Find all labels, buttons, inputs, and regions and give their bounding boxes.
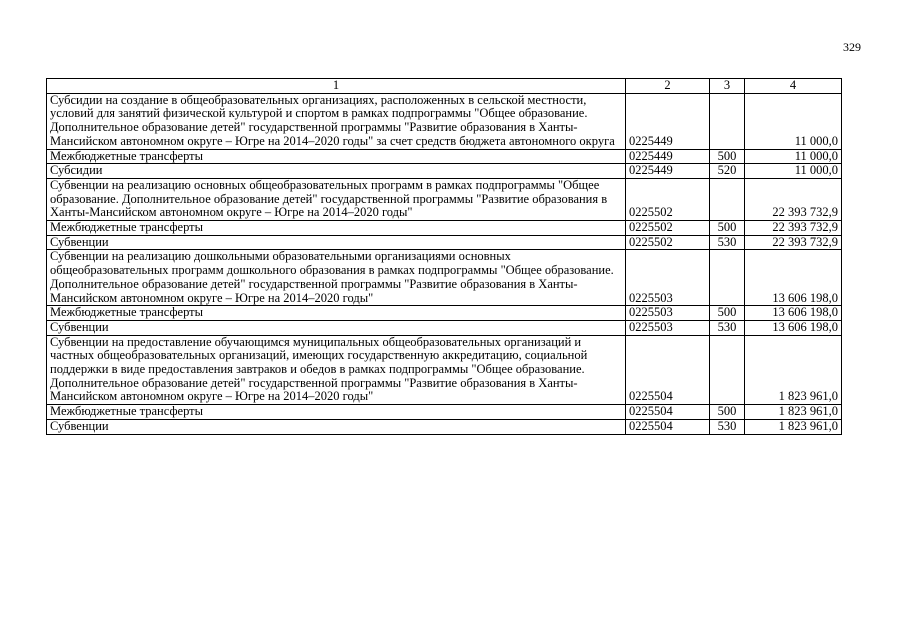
row-code-cell: 0225504 bbox=[626, 335, 710, 405]
row-name-cell: Субвенции на реализацию основных общеобразовательных программ в рамках подпрограммы "Общее образование. Дополнительное образование детей" государственной программы "Развитие образования в Ханты-Мансийском автономном округе – Югре на 2014–2020 годы" bbox=[47, 178, 626, 220]
row-code-cell: 0225503 bbox=[626, 320, 710, 335]
column-header-1: 1 bbox=[47, 79, 626, 94]
table-row bbox=[47, 419, 842, 434]
row-sum-cell: 1 823 961,0 bbox=[745, 335, 842, 405]
row-sum-cell: 13 606 198,0 bbox=[745, 320, 842, 335]
table-row bbox=[47, 149, 842, 164]
row-sum-cell: 22 393 732,9 bbox=[745, 235, 842, 250]
row-type-cell: 530 bbox=[710, 419, 745, 434]
table-header-row bbox=[47, 79, 842, 94]
table-row bbox=[47, 235, 842, 250]
row-type-cell: 500 bbox=[710, 221, 745, 236]
row-code-cell: 0225502 bbox=[626, 178, 710, 220]
row-type-cell bbox=[710, 335, 745, 405]
row-name-cell: Межбюджетные трансферты bbox=[47, 306, 626, 321]
column-header-2: 2 bbox=[626, 79, 710, 94]
row-type-cell bbox=[710, 93, 745, 149]
row-type-cell bbox=[710, 178, 745, 220]
row-sum-cell: 13 606 198,0 bbox=[745, 250, 842, 306]
row-sum-cell: 11 000,0 bbox=[745, 93, 842, 149]
row-name-cell: Межбюджетные трансферты bbox=[47, 221, 626, 236]
table-row bbox=[47, 320, 842, 335]
table-row bbox=[47, 405, 842, 420]
row-sum-cell: 22 393 732,9 bbox=[745, 221, 842, 236]
row-code-cell: 0225504 bbox=[626, 419, 710, 434]
row-code-cell: 0225502 bbox=[626, 221, 710, 236]
table-body bbox=[47, 93, 842, 434]
row-name-cell: Субвенции на предоставление обучающимся муниципальных общеобразовательных организаций и частных общеобразовательных организаций, имеющих государственную аккредитацию, социальной поддержки в виде предоставления завтраков и обедов в рамках подпрограммы "Общее образование. Дополнительное образование детей" государственной программы "Развитие образования в Ханты-Мансийском автономном округе – Югре на 2014–2020 годы" bbox=[47, 335, 626, 405]
budget-table bbox=[46, 78, 842, 435]
row-name-cell: Межбюджетные трансферты bbox=[47, 405, 626, 420]
row-sum-cell: 1 823 961,0 bbox=[745, 405, 842, 420]
row-code-cell: 0225503 bbox=[626, 306, 710, 321]
row-code-cell: 0225449 bbox=[626, 164, 710, 179]
row-sum-cell: 22 393 732,9 bbox=[745, 178, 842, 220]
row-code-cell: 0225504 bbox=[626, 405, 710, 420]
row-type-cell bbox=[710, 250, 745, 306]
table-row bbox=[47, 335, 842, 405]
column-header-4: 4 bbox=[745, 79, 842, 94]
row-name-cell: Субвенции bbox=[47, 419, 626, 434]
row-name-cell: Субсидии на создание в общеобразовательных организациях, расположенных в сельской местности, условий для занятий физической культурой и спортом в рамках подпрограммы "Общее образование. Дополнительное образование детей" государственной программы "Развитие образования в Ханты-Мансийском автономном округе – Югре на 2014–2020 годы" за счет средств бюджета автономного округа bbox=[47, 93, 626, 149]
table-row bbox=[47, 250, 842, 306]
row-code-cell: 0225449 bbox=[626, 149, 710, 164]
column-header-3: 3 bbox=[710, 79, 745, 94]
row-type-cell: 500 bbox=[710, 149, 745, 164]
row-sum-cell: 11 000,0 bbox=[745, 164, 842, 179]
row-name-cell: Субвенции bbox=[47, 235, 626, 250]
page-number: 329 bbox=[843, 40, 861, 54]
row-type-cell: 520 bbox=[710, 164, 745, 179]
row-type-cell: 500 bbox=[710, 405, 745, 420]
table-row bbox=[47, 306, 842, 321]
row-code-cell: 0225449 bbox=[626, 93, 710, 149]
row-name-cell: Субсидии bbox=[47, 164, 626, 179]
row-type-cell: 530 bbox=[710, 235, 745, 250]
table-row bbox=[47, 93, 842, 149]
row-sum-cell: 13 606 198,0 bbox=[745, 306, 842, 321]
table-row bbox=[47, 221, 842, 236]
row-code-cell: 0225502 bbox=[626, 235, 710, 250]
row-type-cell: 530 bbox=[710, 320, 745, 335]
table-row bbox=[47, 164, 842, 179]
row-sum-cell: 1 823 961,0 bbox=[745, 419, 842, 434]
row-code-cell: 0225503 bbox=[626, 250, 710, 306]
row-name-cell: Субвенции bbox=[47, 320, 626, 335]
row-type-cell: 500 bbox=[710, 306, 745, 321]
row-name-cell: Межбюджетные трансферты bbox=[47, 149, 626, 164]
row-sum-cell: 11 000,0 bbox=[745, 149, 842, 164]
table-row bbox=[47, 178, 842, 220]
row-name-cell: Субвенции на реализацию дошкольными образовательными организациями основных общеобразовательных программ дошкольного образования в рамках подпрограммы "Общее образование. Дополнительное образование детей" государственной программы "Развитие образования в Ханты-Мансийском автономном округе – Югре на 2014–2020 годы" bbox=[47, 250, 626, 306]
